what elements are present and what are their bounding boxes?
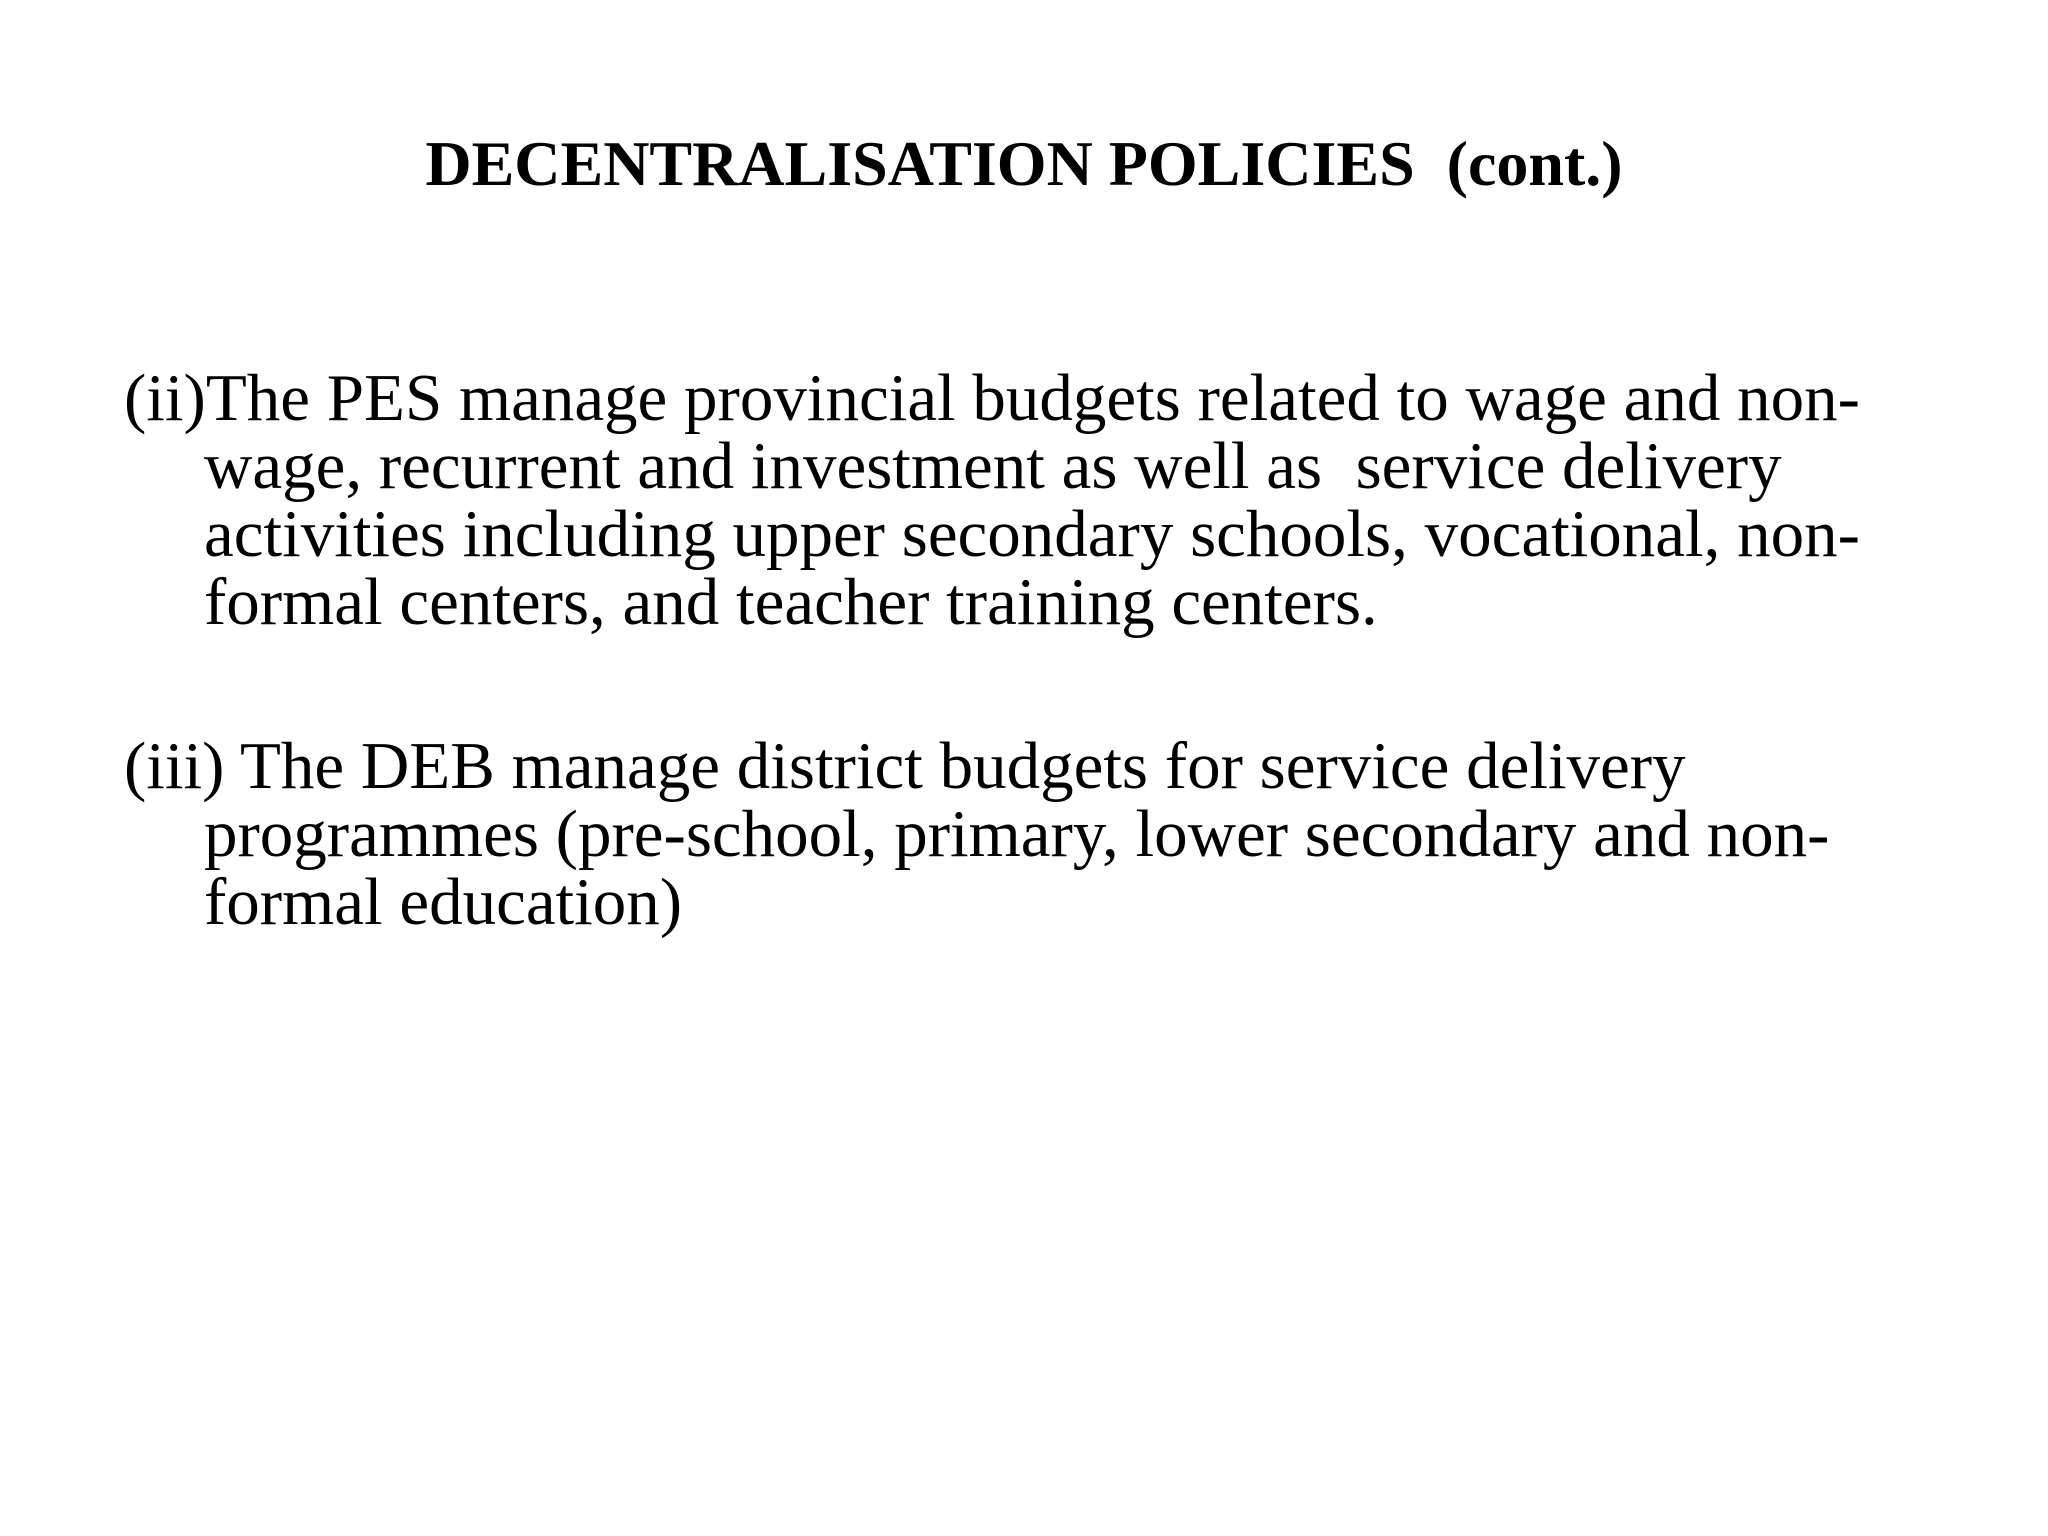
paragraph-line: formal centers, and teacher training centers.	[204, 565, 1378, 639]
slide-title: DECENTRALISATION POLICIES (cont.)	[425, 128, 1623, 199]
slide-body	[124, 361, 1964, 939]
paragraph-line: (iii) The DEB manage district budgets for service delivery	[124, 729, 1686, 803]
paragraph-iii	[124, 729, 1964, 939]
paragraph-ii	[124, 361, 1964, 639]
paragraph-line: programmes (pre-school, primary, lower secondary and non-	[204, 797, 1830, 871]
paragraph-line: formal education)	[204, 865, 683, 939]
paragraph-line: activities including upper secondary schools, vocational, non-	[204, 497, 1860, 571]
paragraph-line: (ii)The PES manage provincial budgets related to wage and non-	[124, 361, 1860, 435]
paragraph-line: wage, recurrent and investment as well as service delivery	[204, 429, 1782, 503]
